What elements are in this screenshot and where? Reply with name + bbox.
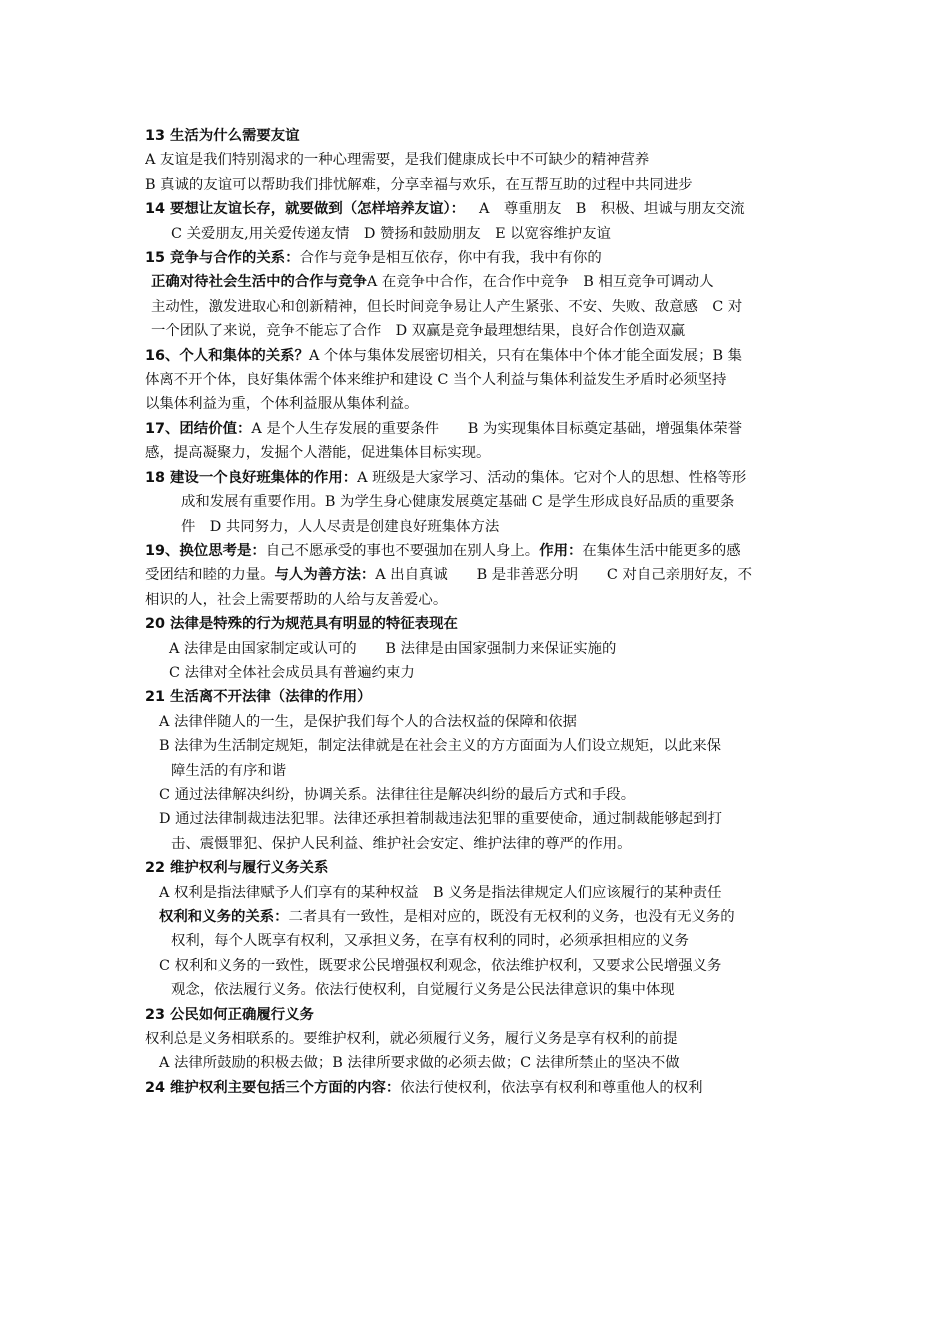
section-22-line-3: 权利，每个人既享有权利，又承担义务，在享有权利的同时，必须承担相应的义务 bbox=[171, 933, 690, 950]
section-16-line-3: 以集体利益为重，个体利益服从集体利益。 bbox=[145, 396, 419, 413]
section-23-line-2: A 法律所鼓励的积极去做；B 法律所要求做的必须去做；C 法律所禁止的坚决不做 bbox=[159, 1055, 680, 1072]
section-14-text-1: A 尊重朋友 B 积极、坦诚与朋友交流 bbox=[479, 201, 745, 218]
section-22-line-1: A 权利是指法律赋予人们享有的某种权益 B 义务是指法律规定人们应该履行的某种责任 bbox=[159, 884, 722, 901]
section-17-heading: 17、团结价值： bbox=[145, 420, 252, 437]
section-19-text-4: A 出自真诚 B 是非善恶分明 C 对自己亲朋好友，不 bbox=[375, 567, 752, 584]
section-17-text-1: A 是个人生存发展的重要条件 B 为实现集体目标奠定基础，增强集体荣誉 bbox=[251, 420, 742, 437]
section-21-point-c: C 通过法律解决纠纷，协调关系。法律往往是解决纠纷的最后方式和手段。 bbox=[159, 786, 636, 803]
section-15-line-4: 一个团队了来说，竞争不能忘了合作 D 双赢是竞争最理想结果，良好合作创造双赢 bbox=[151, 323, 686, 340]
document-page bbox=[145, 124, 813, 1100]
section-15-heading: 15 竞争与合作的关系： bbox=[145, 250, 300, 267]
section-21-point-a: A 法律伴随人的一生，是保护我们每个人的合法权益的保障和依据 bbox=[159, 713, 577, 730]
section-23-heading: 23 公民如何正确履行义务 bbox=[145, 1006, 314, 1023]
section-19-line-1 bbox=[145, 539, 813, 563]
section-22-line-4: C 权利和义务的一致性，既要求公民增强权利观念，依法维护权利，又要求公民增强义务 bbox=[159, 957, 722, 974]
section-18-line-2: 成和发展有重要作用。B 为学生身心健康发展奠定基础 C 是学生形成良好品质的重要条 bbox=[181, 494, 735, 511]
section-15-line-3: 主动性，激发进取心和创新精神，但长时间竞争易让人产生紧张、不安、失败、敌意感 C 对 bbox=[151, 298, 743, 315]
section-24-line-1 bbox=[145, 1076, 813, 1100]
section-21-point-d-2: 击、震慑罪犯、保护人民利益、维护社会安定、维护法律的尊严的作用。 bbox=[171, 835, 632, 852]
section-18-heading: 18 建设一个良好班集体的作用： bbox=[145, 469, 358, 486]
section-19-text-1: 自己不愿承受的事也不要强加在别人身上。 bbox=[265, 542, 540, 559]
section-22-text-2: 二者具有一致性，是相对应的，既没有无权利的义务，也没有无义务的 bbox=[288, 909, 735, 925]
section-19-kindness-label: 与人为善方法： bbox=[274, 567, 376, 584]
section-16-heading: 16、个人和集体的关系？ bbox=[145, 347, 309, 364]
section-21-point-b-2: 障生活的有序和谐 bbox=[171, 762, 287, 779]
section-14-line-1 bbox=[145, 197, 813, 221]
section-19-text-2: 在集体生活中能更多的感 bbox=[582, 542, 741, 559]
section-15-line-2 bbox=[145, 270, 813, 294]
section-21-point-b-1: B 法律为生活制定规矩，制定法律就是在社会主义的方方面面为人们设立规矩，以此来保 bbox=[159, 738, 721, 755]
section-22-line-2 bbox=[145, 905, 813, 929]
section-17-line-2: 感，提高凝聚力，发掘个人潜能，促进集体目标实现。 bbox=[145, 445, 491, 462]
section-19-effect-label: 作用： bbox=[539, 542, 583, 559]
section-14-line-2: C 关爱朋友,用关爱传递友情 D 赞扬和鼓励朋友 E 以宽容维护友谊 bbox=[171, 225, 611, 242]
section-13-point-b: B 真诚的友谊可以帮助我们排忧解难，分享幸福与欢乐，在互帮互助的过程中共同进步 bbox=[145, 176, 693, 193]
section-21-point-d-1: D 通过法律制裁违法犯罪。法律还承担着制裁违法犯罪的重要使命，通过制裁能够起到打 bbox=[159, 811, 722, 828]
section-20-line-2: C 法律对全体社会成员具有普遍约束力 bbox=[169, 664, 415, 681]
section-18-text-1: A 班级是大家学习、活动的集体。它对个人的思想、性格等形 bbox=[357, 469, 747, 486]
section-24-text: 依法行使权利，依法享有权利和尊重他人的权利 bbox=[400, 1079, 703, 1096]
section-18-line-3: 件 D 共同努力，人人尽责是创建良好班集体方法 bbox=[181, 518, 500, 535]
section-19-line-3: 相识的人，社会上需要帮助的人给与友善爱心。 bbox=[145, 591, 448, 608]
section-16-text-1: A 个体与集体发展密切相关，只有在集体中个体才能全面发展；B 集 bbox=[308, 347, 742, 364]
section-20-line-1: A 法律是由国家制定或认可的 B 法律是由国家强制力来保证实施的 bbox=[169, 640, 617, 657]
section-22-subheading: 权利和义务的关系： bbox=[159, 909, 289, 925]
section-18-line-1 bbox=[145, 466, 813, 490]
section-19-heading: 19、换位思考是： bbox=[145, 542, 266, 559]
section-22-heading: 22 维护权利与履行义务关系 bbox=[145, 860, 329, 877]
section-16-line-2: 体离不开个体，良好集体需个体来维护和建设 C 当个人利益与集体利益发生矛盾时必须坚持 bbox=[145, 372, 727, 389]
section-20-heading: 20 法律是特殊的行为规范具有明显的特征表现在 bbox=[145, 616, 458, 633]
section-13-heading: 13 生活为什么需要友谊 bbox=[145, 128, 300, 144]
section-19-text-3: 受团结和睦的力量。 bbox=[145, 567, 275, 584]
section-24-heading: 24 维护权利主要包括三个方面的内容： bbox=[145, 1079, 401, 1096]
section-16-line-1 bbox=[145, 344, 813, 368]
section-17-line-1 bbox=[145, 417, 813, 441]
section-15-text-2: A 在竞争中合作，在合作中竞争 B 相互竞争可调动人 bbox=[366, 274, 714, 291]
section-13-point-a: A 友谊是我们特别渴求的一种心理需要，是我们健康成长中不可缺少的精神营养 bbox=[145, 152, 650, 169]
section-15-text: 合作与竞争是相互依存，你中有我，我中有你的 bbox=[299, 250, 602, 267]
section-15-subheading: 正确对待社会生活中的合作与竞争 bbox=[151, 274, 367, 291]
section-15-line-1 bbox=[145, 246, 813, 270]
section-19-line-2 bbox=[145, 563, 813, 587]
section-23-line-1: 权利总是义务相联系的。要维护权利，就必须履行义务，履行义务是享有权利的前提 bbox=[145, 1031, 678, 1048]
section-14-heading: 14 要想让友谊长存，就要做到（怎样培养友谊）： bbox=[145, 201, 466, 218]
section-21-heading: 21 生活离不开法律（法律的作用） bbox=[145, 689, 372, 706]
section-22-line-5: 观念，依法履行义务。依法行使权利，自觉履行义务是公民法律意识的集中体现 bbox=[171, 982, 675, 999]
